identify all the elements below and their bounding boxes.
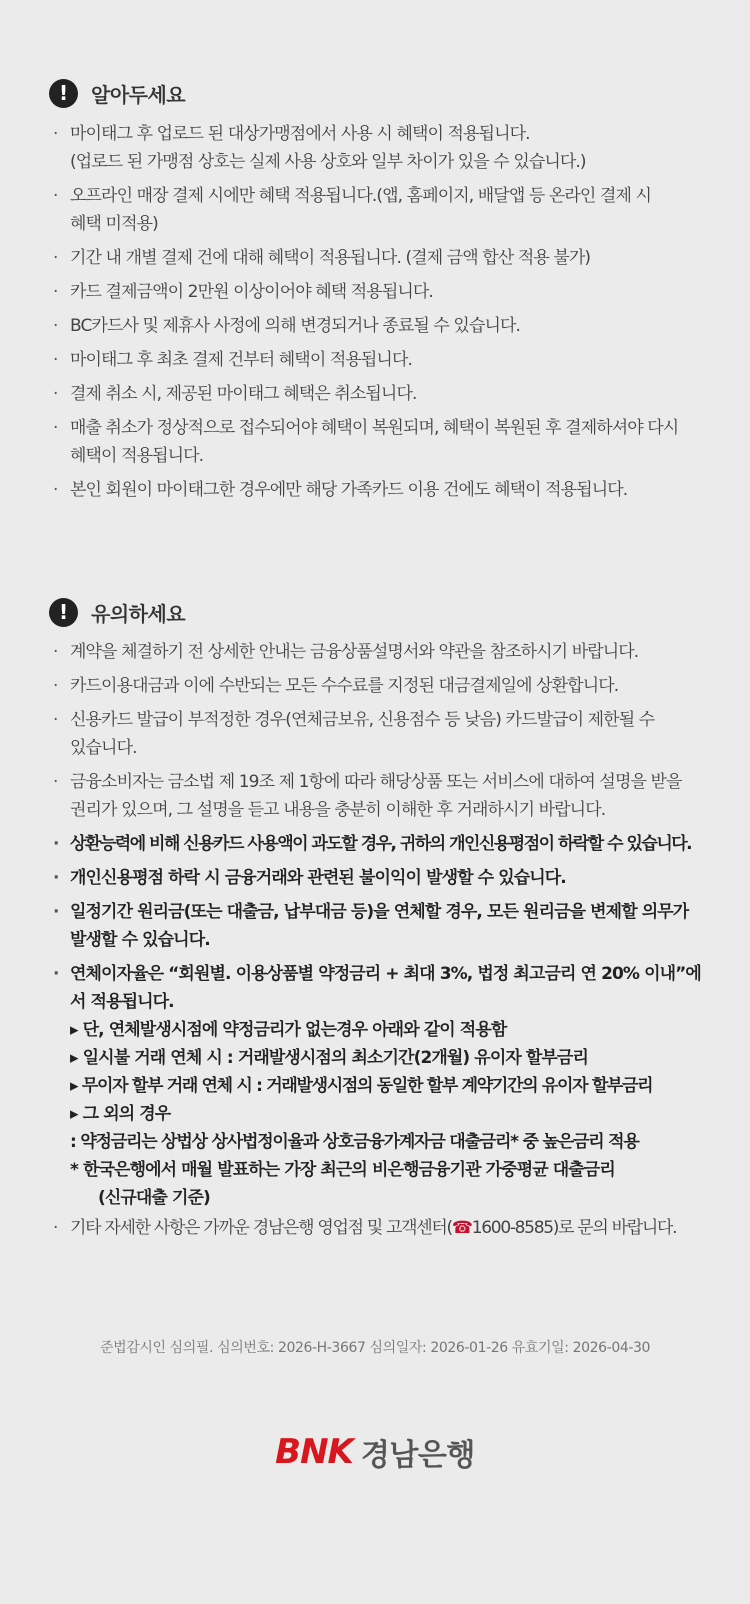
section-header-caution [49,597,185,627]
sub-note: ▸ 단, 연체발생시점에 약정금리가 없는경우 아래와 같이 적용함 [70,1020,507,1040]
list-item: · 오프라인 매장 결제 시에만 혜택 적용됩니다.(앱, 홈페이지, 배달앱 등 온라인 결제 시 혜택 미적용) [53,186,652,234]
section-title: 알아두세요 [91,82,186,107]
exclamation-icon: ! [49,598,78,627]
sub-note: (신규대출 기준) [98,1188,210,1208]
sub-note: : 약정금리는 상법상 상사법정이율과 상호금융가계자금 대출금리* 중 높은금리 적용 [70,1132,639,1152]
list-item: · 마이태그 후 업로드 된 대상가맹점에서 사용 시 혜택이 적용됩니다. (업로드 된 가맹점 상호는 실제 사용 상호와 일부 차이가 있을 수 있습니다.) [53,124,586,172]
bnk-logo-mark: BNK [275,1432,353,1472]
section-title: 유의하세요 [91,601,186,626]
telephone-icon: ☎ [451,1218,472,1238]
list-item: · 연체이자율은 “회원별. 이용상품별 약정금리 + 최대 3%, 법정 최고금리 연 20% 이내”에 서 적용됩니다. ▸ 단, 연체발생시점에 약정금리가 없는경우 아래와 같이 적용함 ▸ 일시불 거래 연체 시 : 거래발생시점의 최소기간(2개월) 유이자 할부금리 ▸ 무이자 할부 거래 연체 시 : 거래발생시점의 동일한 할부 계약기간의 유이자 할부금리 ▸ 그 외의 경우 : 약정금리는 상법상 상사법정이율과 상호금융가계자금 대출금리* 중 높은금리 적용 * 한국은행에서 매월 발표하는 가장 최근의 비은행금융기관 가중평균 대출금리 (신규대출 기준) [0,960,750,1212]
list-item: · BC카드사 및 제휴사 사정에 의해 변경되거나 종료될 수 있습니다. [53,316,521,336]
list-item: · 결제 취소 시, 제공된 마이태그 혜택은 취소됩니다. [53,384,417,404]
list-item: · 매출 취소가 정상적으로 접수되어야 혜택이 복원되며, 혜택이 복원된 후 결제하셔야 다시 혜택이 적용됩니다. [53,418,679,466]
sub-note: ▸ 그 외의 경우 [70,1104,171,1124]
list-item: · 개인신용평점 하락 시 금융거래와 관련된 불이익이 발생할 수 있습니다. [53,868,566,888]
sub-note: ▸ 일시불 거래 연체 시 : 거래발생시점의 최소기간(2개월) 유이자 할부금리 [70,1048,588,1068]
list-item: · 카드 결제금액이 2만원 이상이어야 혜택 적용됩니다. [53,282,433,302]
know-list [0,120,750,504]
list-item: · 계약을 체결하기 전 상세한 안내는 금융상품설명서와 약관을 참조하시기 바랍니다. [53,642,639,662]
list-item: · 금융소비자는 금소법 제 19조 제 1항에 따라 해당상품 또는 서비스에 대하여 설명을 받을 권리가 있으며, 그 설명을 듣고 내용을 충분히 이해한 후 거래하시기 바랍니다. [53,772,682,820]
list-item: · 신용카드 발급이 부적정한 경우(연체금보유, 신용점수 등 낮음) 카드발급이 제한될 수 있습니다. [53,710,655,758]
list-item: · 상환능력에 비해 신용카드 사용액이 과도할 경우, 귀하의 개인신용평점이 하락할 수 있습니다. [53,834,692,854]
list-item: · 마이태그 후 최초 결제 건부터 혜택이 적용됩니다. [53,350,412,370]
sub-note: ▸ 무이자 할부 거래 연체 시 : 거래발생시점의 동일한 할부 계약기간의 유이자 할부금리 [70,1076,653,1096]
list-item: · 기간 내 개별 결제 건에 대해 혜택이 적용됩니다. (결제 금액 합산 적용 불가) [53,248,591,268]
exclamation-icon: ! [49,79,78,108]
sub-note: * 한국은행에서 매월 발표하는 가장 최근의 비은행금융기관 가중평균 대출금리 [70,1160,615,1180]
section-header-know [49,78,185,108]
bank-logo [0,1430,750,1474]
list-item: · 일정기간 원리금(또는 대출금, 납부대금 등)을 연체할 경우, 모든 원리금을 변제할 의무가 발생할 수 있습니다. [53,902,689,950]
list-item: · 기타 자세한 사항은 가까운 경남은행 영업점 및 고객센터(☎1600-8585)로 문의 바랍니다. [53,1218,677,1238]
list-item: · 본인 회원이 마이태그한 경우에만 해당 가족카드 이용 건에도 혜택이 적용됩니다. [53,480,628,500]
bank-name: 경남은행 [360,1438,475,1473]
compliance-notice: 준법감시인 심의필. 심의번호: 2026-H-3667 심의일자: 2026-01-26 유효기일: 2026-04-30 [99,1340,651,1356]
list-item: · 카드이용대금과 이에 수반되는 모든 수수료를 지정된 대금결제일에 상환합니다. [53,676,619,696]
caution-list [0,638,750,1242]
